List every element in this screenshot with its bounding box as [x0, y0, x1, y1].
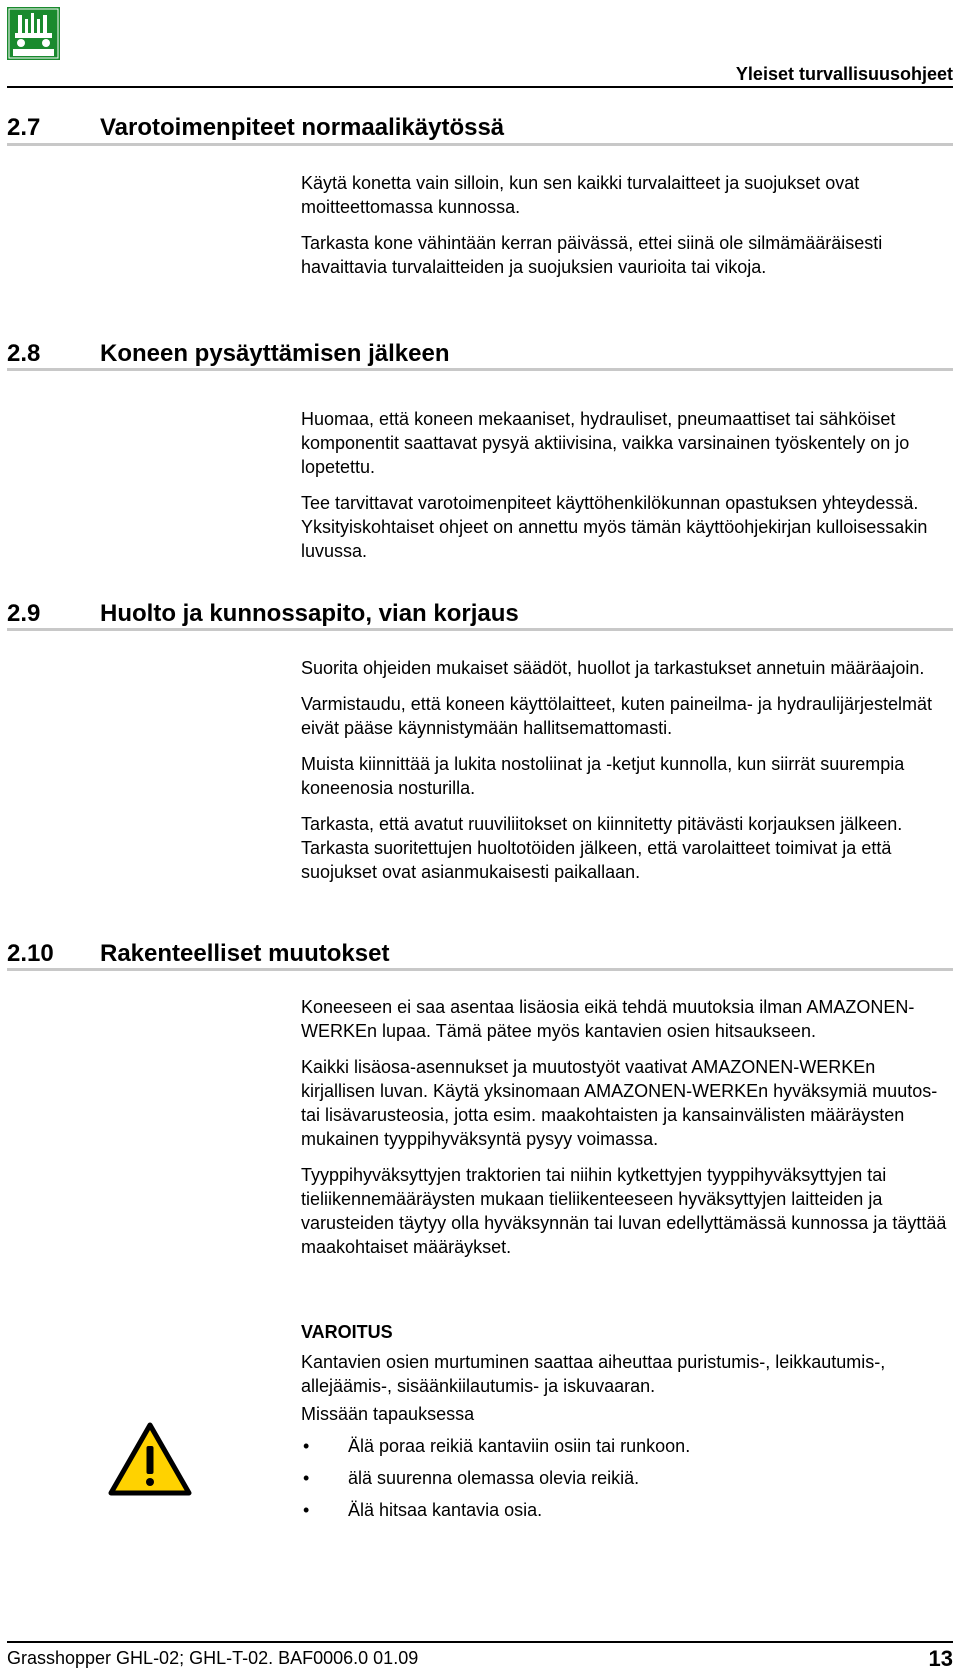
warning-title: VAROITUS [301, 1322, 393, 1342]
paragraph: Varmistaudu, että koneen käyttölaitteet, kuten paineilma- ja hydraulijärjestelmät eivät pääse käynnistymään hallitsemattomasti. [301, 694, 933, 738]
paragraph: Huomaa, että koneen mekaaniset, hydrauliset, pneumaattiset tai sähköiset komponentit saattavat pysyä aktiivisina, vaikka varsinainen työskentely on jo lopetettu. [301, 409, 910, 477]
section-body-2-8 [301, 407, 951, 575]
section-number: 2.10 [7, 940, 54, 967]
bullet-icon: • [303, 1436, 310, 1456]
section-body-2-7 [301, 171, 951, 291]
section-number: 2.8 [7, 340, 41, 367]
list-item [301, 1434, 951, 1458]
paragraph: Tee tarvittavat varotoimenpiteet käyttöhenkilökunnan opastuksen yhteydessä. Yksityiskohtaiset ohjeet on annettu myös tämän käyttöohjekirjan kulloisessakin luvussa. [301, 493, 928, 561]
amazone-logo-icon [7, 7, 60, 60]
section-title: Koneen pysäyttämisen jälkeen [100, 340, 450, 367]
section-title: Varotoimenpiteet normaalikäytössä [100, 114, 505, 141]
section-divider [7, 368, 953, 371]
paragraph: Muista kiinnittää ja lukita nostoliinat ja -ketjut kunnolla, kun siirrät suurempia koneenosia nosturilla. [301, 754, 905, 798]
bullet-icon: • [303, 1500, 310, 1520]
warning-lead: Missään tapauksessa [301, 1404, 475, 1424]
section-divider [7, 628, 953, 631]
list-item-text: älä suurenna olemassa olevia reikiä. [348, 1468, 640, 1488]
section-divider [7, 143, 953, 146]
paragraph: Suorita ohjeiden mukaiset säädöt, huollot ja tarkastukset annetuin määräajoin. [301, 658, 925, 678]
paragraph: Tyyppihyväksyttyjen traktorien tai niihin kytkettyjen tyyppihyväksyttyjen tai tieliikennemääräysten mukaan tieliikenteeseen hyväksyttyjen laitteiden ja varusteiden täytyy olla hyväksynnän tai luvan edellyttämässä kunnossa ja täyttää maakohtaiset määräykset. [301, 1165, 947, 1257]
warning-list [301, 1434, 951, 1522]
paragraph: Tarkasta kone vähintään kerran päivässä, ettei siinä ole silmämääräisesti havaittavia turvalaitteiden ja suojuksien vaurioita tai vikoja. [301, 233, 883, 277]
footer-document-info: Grasshopper GHL-02; GHL-T-02. BAF0006.0 01.09 [7, 1648, 419, 1668]
header-divider [7, 86, 953, 88]
list-item-text: Älä hitsaa kantavia osia. [348, 1500, 543, 1520]
section-number: 2.9 [7, 600, 41, 627]
section-body-2-10 [301, 995, 951, 1271]
section-body-2-9 [301, 656, 951, 896]
section-number: 2.7 [7, 114, 41, 141]
paragraph: Käytä konetta vain silloin, kun sen kaikki turvalaitteet ja suojukset ovat moitteettomassa kunnossa. [301, 173, 860, 217]
list-item [301, 1466, 951, 1490]
section-title: Rakenteelliset muutokset [100, 940, 390, 967]
paragraph: Tarkasta, että avatut ruuviliitokset on kiinnitetty pitävästi korjauksen jälkeen. Tarkasta suoritettujen huoltotöiden jälkeen, että varolaitteet toimivat ja että suojukset ovat asianmukaisesti paikallaan. [301, 814, 903, 882]
page-number: 13 [928, 1646, 953, 1671]
section-divider [7, 968, 953, 971]
running-title: Yleiset turvallisuusohjeet [735, 64, 953, 84]
paragraph: Kaikki lisäosa-asennukset ja muutostyöt vaativat AMAZONEN-WERKEn kirjallisen luvan. Käytä yksinomaan AMAZONEN-WERKEn hyväksymiä muutos- tai lisävarusteosia, jotta esim. maakohtaisten ja kansainvälisten määräysten mukainen tyyppihyväksyntä pysyy voimassa. [301, 1057, 938, 1149]
bullet-icon: • [303, 1468, 310, 1488]
footer-divider [7, 1641, 953, 1643]
list-item-text: Älä poraa reikiä kantaviin osiin tai runkoon. [348, 1436, 691, 1456]
warning-box [301, 1320, 951, 1530]
warning-text: Kantavien osien murtuminen saattaa aiheuttaa puristumis-, leikkautumis-, allejäämis-, sisäänkiilautumis- ja iskuvaaran. [301, 1352, 886, 1396]
warning-triangle-icon [108, 1422, 192, 1496]
paragraph: Koneeseen ei saa asentaa lisäosia eikä tehdä muutoksia ilman AMAZONEN-WERKEn lupaa. Tämä pätee myös kantavien osien hitsaukseen. [301, 997, 915, 1041]
section-title: Huolto ja kunnossapito, vian korjaus [100, 600, 519, 627]
list-item [301, 1498, 951, 1522]
